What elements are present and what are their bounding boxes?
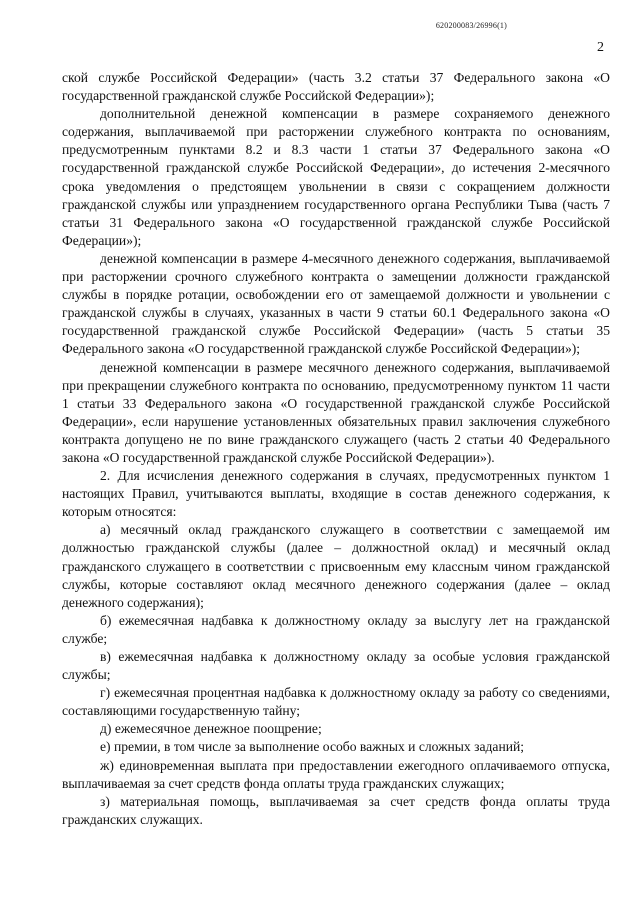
document-id: 620200083/26996(1) xyxy=(435,21,507,30)
list-item: е) премии, в том числе за выполнение особо важных и сложных заданий; xyxy=(100,739,525,755)
list-item: в) ежемесячная надбавка к должностному окладу за особые условия гражданской службы; xyxy=(62,649,610,683)
list-item: а) месячный оклад гражданского служащего в соответствии с замещаемой им должностью гражданской службы (далее – должностной оклад) и месячный оклад гражданского служащего в соответствии с присвоенным ему классным чином гражданской службы, которые составляют оклад месячного денежного содержания (далее – оклад денежного содержания); xyxy=(62,522,610,610)
list-item: б) ежемесячная надбавка к должностному окладу за выслугу лет на гражданской службе; xyxy=(62,612,610,646)
paragraph: ской службе Российской Федерации» (часть 3.2 статьи 37 Федерального закона «О государственной гражданской службе Российской Федерации»); xyxy=(62,70,610,104)
paragraph: дополнительной денежной компенсации в размере сохраняемого денежного содержания, выплачиваемой при расторжении служебного контракта по основаниям, предусмотренным пунктами 8.2 и 8.3 части 1 статьи 37 Федерального закона «О государственной гражданской службе Российской Федерации», до истечения 2-месячного срока уведомления о предстоящем увольнении в связи с сокращением должности гражданской службы или упразднением государственного органа Республики Тыва (часть 7 статьи 31 Федерального закона «О государственной гражданской службе Российской Федерации»); xyxy=(62,106,610,248)
document-body xyxy=(62,69,610,829)
paragraph: 2. Для исчисления денежного содержания в случаях, предусмотренных пунктом 1 настоящих Правил, учитываются выплаты, входящие в состав денежного содержания, к которым относятся: xyxy=(62,468,610,520)
list-item: г) ежемесячная процентная надбавка к должностному окладу за работу со сведениями, составляющими государственную тайну; xyxy=(62,685,610,719)
paragraph: денежной компенсации в размере 4-месячного денежного содержания, выплачиваемой при расторжении срочного служебного контракта о замещении должности гражданской службы в порядке ротации, освобождении его от замещаемой должности и увольнении с гражданской службы в случаях, указанных в части 9 статьи 60.1 Федерального закона «О государственной гражданской службе Российской Федерации» (часть 5 статьи 35 Федерального закона «О государственной гражданской службе Российской Федерации»); xyxy=(62,250,610,357)
list-item: д) ежемесячное денежное поощрение; xyxy=(100,721,322,737)
list-item: з) материальная помощь, выплачиваемая за счет средств фонда оплаты труда гражданских служащих. xyxy=(62,793,610,827)
page-number: 2 xyxy=(597,40,604,55)
list-item: ж) единовременная выплата при предоставлении ежегодного оплачиваемого отпуска, выплачиваемая за счет средств фонда оплаты труда гражданских служащих; xyxy=(62,757,610,791)
paragraph: денежной компенсации в размере месячного денежного содержания, выплачиваемой при прекращении служебного контракта по основанию, предусмотренному пунктом 11 части 1 статьи 33 Федерального закона «О государственной гражданской службе Российской Федерации», если нарушение установленных обязательных правил заключения служебного контракта допущено не по вине гражданского служащего (часть 2 статьи 40 Федерального закона «О государственной гражданской службе Российской Федерации»). xyxy=(62,359,610,465)
